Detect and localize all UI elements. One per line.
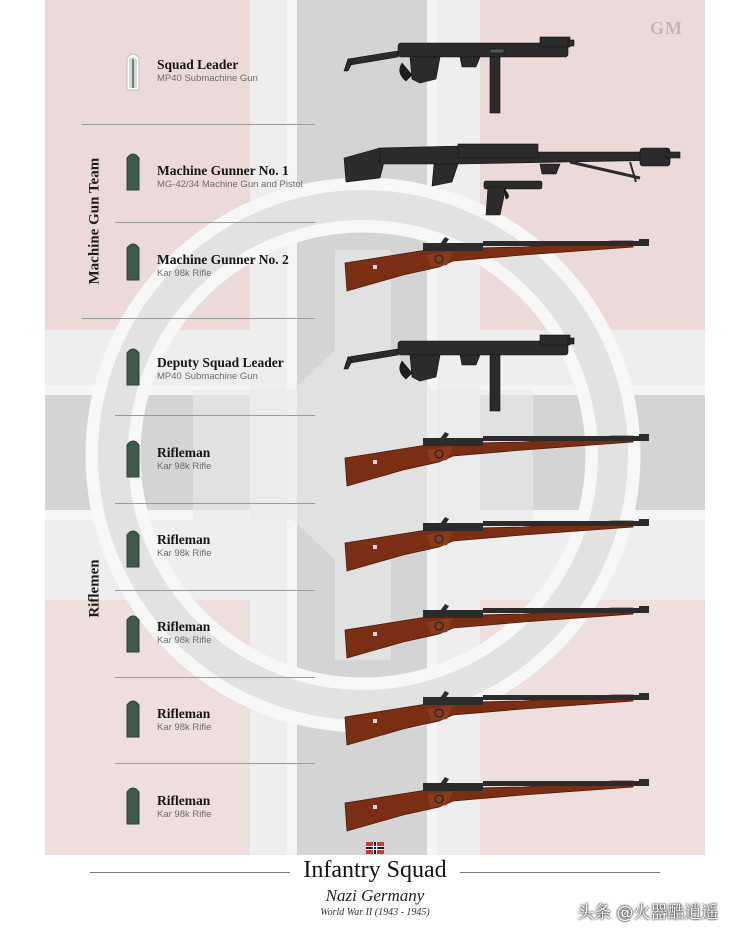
kar98k-rifle-icon <box>343 602 653 662</box>
role-label: Rifleman <box>157 793 211 808</box>
weapon-label: Kar 98k Rifle <box>157 635 212 646</box>
watermark: 头条 @火器酷逍遥 <box>577 903 719 923</box>
group-label-machine-gun-team: Machine Gun Team <box>86 157 103 285</box>
shoulder-strap-icon <box>125 50 141 92</box>
luger-pistol-icon <box>478 177 548 219</box>
role-label: Rifleman <box>157 706 211 721</box>
weapon-label: Kar 98k Rifle <box>157 268 212 279</box>
weapon-label: Kar 98k Rifle <box>157 548 212 559</box>
role-label: Machine Gunner No. 1 <box>157 163 289 178</box>
group-label-riflemen: Riflemen <box>86 559 103 618</box>
kar98k-rifle-icon <box>343 775 653 835</box>
row-separator <box>115 222 315 223</box>
weapon-label: MP40 Submachine Gun <box>157 371 258 382</box>
weapon-label: MG-42/34 Machine Gun and Pistol <box>157 179 303 190</box>
shoulder-strap-icon <box>125 697 141 739</box>
poster-era: World War II (1943 - 1945) <box>320 907 430 918</box>
weapon-label: Kar 98k Rifle <box>157 461 212 472</box>
mp40-submachine-gun-icon <box>340 35 580 115</box>
role-label: Squad Leader <box>157 57 239 72</box>
row-separator <box>115 503 315 504</box>
shoulder-strap-icon <box>125 784 141 826</box>
weapon-label: Kar 98k Rifle <box>157 722 212 733</box>
logo: GM <box>650 18 683 38</box>
group-separator <box>82 124 315 125</box>
war-flag-icon <box>366 842 384 854</box>
role-label: Deputy Squad Leader <box>157 355 284 370</box>
kar98k-rifle-icon <box>343 515 653 575</box>
role-label: Rifleman <box>157 532 211 547</box>
shoulder-strap-icon <box>125 612 141 654</box>
shoulder-strap-icon <box>125 150 141 192</box>
role-label: Rifleman <box>157 445 211 460</box>
shoulder-strap-icon <box>125 437 141 479</box>
row-separator <box>115 590 315 591</box>
kar98k-rifle-icon <box>343 689 653 749</box>
row-separator <box>115 677 315 678</box>
shoulder-strap-icon <box>125 345 141 387</box>
role-label: Rifleman <box>157 619 211 634</box>
row-separator <box>115 763 315 764</box>
kar98k-rifle-icon <box>343 235 653 295</box>
weapon-label: MP40 Submachine Gun <box>157 73 258 84</box>
kar98k-rifle-icon <box>343 430 653 490</box>
group-separator <box>82 318 315 319</box>
shoulder-strap-icon <box>125 240 141 282</box>
poster-title: Infantry Squad <box>303 857 447 883</box>
row-separator <box>115 415 315 416</box>
shoulder-strap-icon <box>125 527 141 569</box>
poster-subtitle: Nazi Germany <box>325 886 425 905</box>
role-label: Machine Gunner No. 2 <box>157 252 289 267</box>
weapon-label: Kar 98k Rifle <box>157 809 212 820</box>
mp40-submachine-gun-icon <box>340 333 580 413</box>
